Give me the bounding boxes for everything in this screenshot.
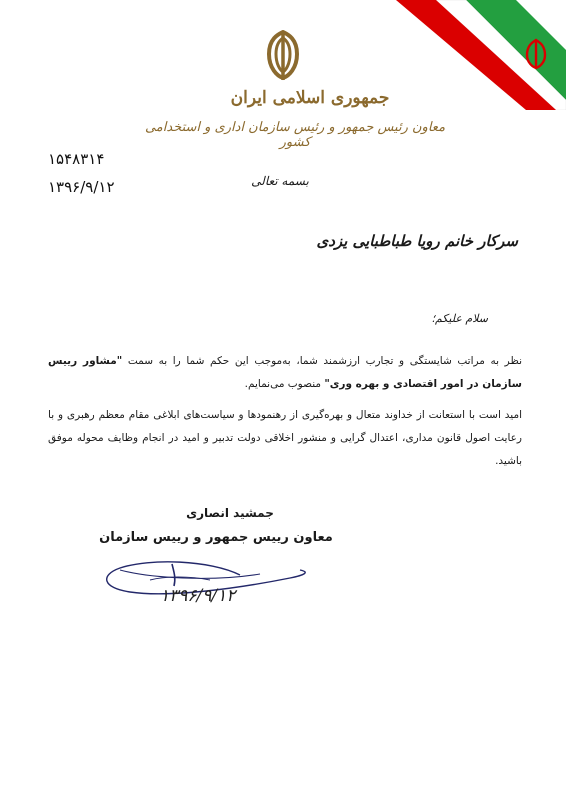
handwritten-signature (90, 520, 330, 630)
recipient-line: سرکار خانم رویا طباطبایی یزدی (316, 232, 518, 250)
signer-name: جمشید انصاری (186, 506, 274, 520)
body-paragraph-wishes: امید است با استعانت از خداوند متعال و بهره‌گیری از رهنمودها و سیاست‌های ابلاغی مقام معظم رهبری و با رعایت اصول قانون مداری، اعتدال گرایی و منشور اخلاقی دولت تدبیر و امید در انجام وظایف محوله موفق باشید. (48, 409, 522, 467)
greeting-line: سلام علیکم؛ (431, 312, 488, 325)
letter-date: ۱۳۹۶/۹/۱۲ (48, 178, 115, 196)
iran-emblem-icon (259, 30, 307, 82)
issuing-office: معاون رئیس جمهور و رئیس سازمان اداری و استخدامی کشور (144, 120, 446, 150)
signer-title: معاون رییس جمهور و رییس سازمان (99, 530, 333, 545)
government-title: جمهوری اسلامی ایران (230, 88, 390, 108)
bismillah-heading: بسمه تعالی (251, 174, 309, 188)
handwritten-date: ۱۳۹۶/۹/۱۲ (160, 586, 236, 606)
appointment-position: "مشاور رییس سازمان در امور اقتصادی و بهره وری" (48, 355, 522, 390)
appointment-text-end: منصوب می‌نمایم. (244, 378, 325, 390)
body-paragraph-appointment (48, 350, 522, 396)
letter-number: ۱۵۴۸۳۱۴ (48, 150, 105, 168)
appointment-text-start: نظر به مراتب شایستگی و تجارب ارزشمند شما، به‌موجب این حکم شما را به سمت (122, 355, 522, 367)
